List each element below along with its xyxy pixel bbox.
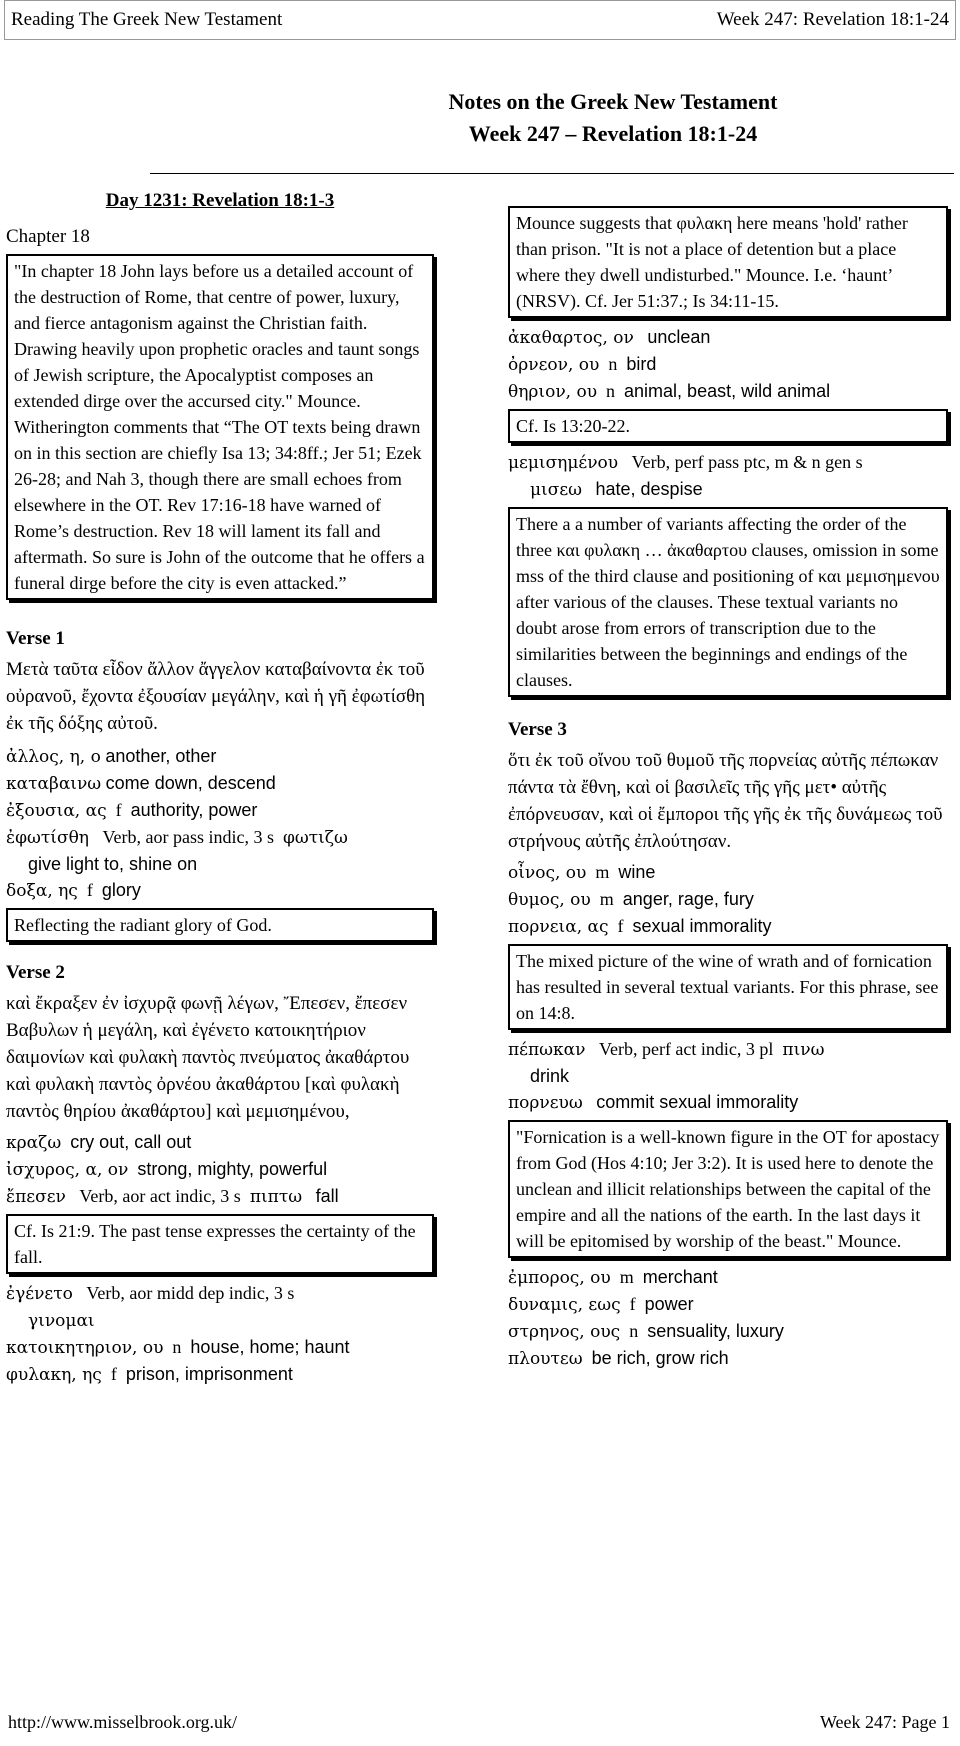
vocab-item: ἀλλος, η, ο another, other [6,746,217,767]
vocab-item: καταβαινω come down, descend [6,773,276,794]
footer-page: Week 247: Page 1 [819,1712,950,1732]
intro-note [6,254,434,600]
parse-gloss: drink [530,1066,570,1086]
parse-item: μεμισημένου Verb, perf pass ptc, m & n gen s [508,452,863,473]
page-header [4,0,956,40]
title-line-1: Notes on the Greek New Testament [448,89,778,114]
vocab-item: στρηνος, ους n sensuality, luxury [508,1321,784,1342]
intro-paragraph-1: "In chapter 18 John lays before us a detailed account of the destruction of Rome, that centre of power, luxury, and fierce antagonism against the Christian faith. Drawing heavily upon prophetic oracles and taunt songs of Jewish scripture, the Apocalyptist composes an extended dirge over the accursed city." Mounce. [14,261,420,411]
verse-2-vocab [6,1129,434,1210]
vocab-item: φυλακη, ης f prison, imprisonment [6,1364,293,1385]
parse-item: πέπωκαν Verb, perf act indic, 3 pl πινω [508,1039,825,1060]
right-column [508,206,948,1372]
vocab-item: δοξα, ης f glory [6,880,141,901]
verse-2-text: καὶ ἔκραξεν ἐν ἰσχυρᾷ φωνῇ λέγων, Ἔπεσεν, ἔπεσεν Βαβυλων ἡ μεγάλη, καὶ ἐγένετο κατοικητήριον δαιμονίων καὶ φυλακὴ παντὸς πνεύματος ἀκαθάρτου καὶ φυλακὴ παντὸς ὀρνέου ἀκαθάρτου [καὶ φυλακὴ παντὸς θηρίου ἀκαθάρτου] καὶ μεμισημένου, [6,993,410,1122]
parse-item: ἔπεσεν Verb, aor act indic, 3 s πιπτω fall [6,1186,339,1207]
verse-1-heading: Verse 1 [6,628,65,649]
vocab-item: ἀκαθαρτος, ον unclean [508,327,711,348]
fornication-note: "Fornication is a well-known figure in the OT for apostacy from God (Hos 4:10; Jer 3:2). It is used here to denote the unclean and illicit relationships between the capital of the empire and all the nations of the earth. In the last days it will be epitomised by worship of the beast." Mounce. [508,1120,948,1258]
left-column [6,180,434,1388]
vocab-item: κραζω cry out, call out [6,1132,192,1153]
parse-gloss: give light to, shine on [28,854,198,874]
verse-3-heading: Verse 3 [508,719,567,740]
vocab-item: θηριον, ου n animal, beast, wild animal [508,381,831,402]
phylake-note: Mounce suggests that φυλακη here means 'hold' rather than prison. "It is not a place of detention but a place where they dwell undisturbed." Mounce. I.e. ‘haunt’ (NRSV). Cf. Jer 51:37.; Is 34:11-15. [508,206,948,318]
vocab-item: οἶνος, ου m wine [508,862,656,883]
vocab-item: ἰσχυρος, α, ον strong, mighty, powerful [6,1159,328,1180]
vocab-item: ἐξουσια, ας f authority, power [6,800,258,821]
verse-1-vocab [6,743,434,904]
parse-item: ἐφωτίσθη Verb, aor pass indic, 3 s φωτιζω [6,827,348,848]
header-left: Reading The Greek New Testament [11,9,283,30]
vocab-item: θυμος, ου m anger, rage, fury [508,889,754,910]
vocab-item: πορνευω commit sexual immorality [508,1092,799,1113]
verse-2-heading: Verse 2 [6,962,65,983]
vocab-item: κατοικητηριον, ου n house, home; haunt [6,1337,350,1358]
day-heading: Day 1231: Revelation 18:1-3 [105,190,335,211]
vocab-item: δυναμις, εως f power [508,1294,694,1315]
title-rule [150,173,954,174]
verse-2-note: Cf. Is 21:9. The past tense expresses the certainty of the fall. [6,1214,434,1274]
parse-item: ἐγένετο Verb, aor midd dep indic, 3 s [6,1283,295,1304]
vocab-item: πλουτεω be rich, grow rich [508,1348,729,1369]
vocab-item: ὀρνεον, ου n bird [508,354,657,375]
vocab-item: ἐμπορος, ου m merchant [508,1267,718,1288]
verse-1-note: Reflecting the radiant glory of God. [6,908,434,942]
intro-paragraph-2: Witherington comments that “The OT texts being drawn on in this section are chiefly Isa 13; 34:8ff.; Jer 51; Ezek 26-28; and Nah 3, though there are small echoes from elsewhere in the OT. Rev 17:16-18 have warned of Rome’s destruction. Rev 18 will lament its fall and aftermath. So sure is John of the outcome that he offers a funeral dirge before the city is even attacked.” [14,417,425,593]
chapter-heading: Chapter 18 [6,226,90,247]
footer-url[interactable]: http://www.misselbrook.org.uk/ [8,1712,237,1732]
wine-note: The mixed picture of the wine of wrath and of fornication has resulted in several textual variants. For this phrase, see on 14:8. [508,944,948,1030]
title-line-2: Week 247 – Revelation 18:1-24 [468,121,758,146]
parse-lemma: μισεω hate, despise [530,479,703,500]
isaiah-note: Cf. Is 13:20-22. [508,409,948,443]
parse-lemma: γινομαι [28,1311,95,1331]
verse-1-text: Μετὰ ταῦτα εἶδον ἄλλον ἄγγελον καταβαίνοντα ἐκ τοῦ οὐρανοῦ, ἔχοντα ἐξουσίαν μεγάλην, καὶ ἡ γῆ ἐφωτίσθη ἐκ τῆς δόξης αὐτοῦ. [6,659,426,734]
variants-note: There a a number of variants affecting the order of the three και φυλακη … ἀκαθαρτου clauses, omission in some mss of the third clause and positioning of και μεμισημενου after various of the clauses. These textual variants no doubt arose from errors of transcription due to the similarities between the beginnings and endings of the clauses. [508,507,948,697]
verse-3-text: ὅτι ἐκ τοῦ οἴνου τοῦ θυμοῦ τῆς πορνείας αὐτῆς πέπωκαν πάντα τὰ ἔθνη, καὶ οἱ βασιλεῖς τῆς γῆς μετ• αὐτῆς ἐπόρνευσαν, καὶ οἱ ἔμποροι τῆς γῆς ἐκ τῆς δυνάμεως τοῦ στρήνους αὐτῆς ἐπλούτησαν. [508,750,943,852]
vocab-item: πορνεια, ας f sexual immorality [508,916,772,937]
header-right: Week 247: Revelation 18:1-24 [716,9,949,30]
verse-3-vocab [508,859,948,940]
page-title [0,86,960,150]
